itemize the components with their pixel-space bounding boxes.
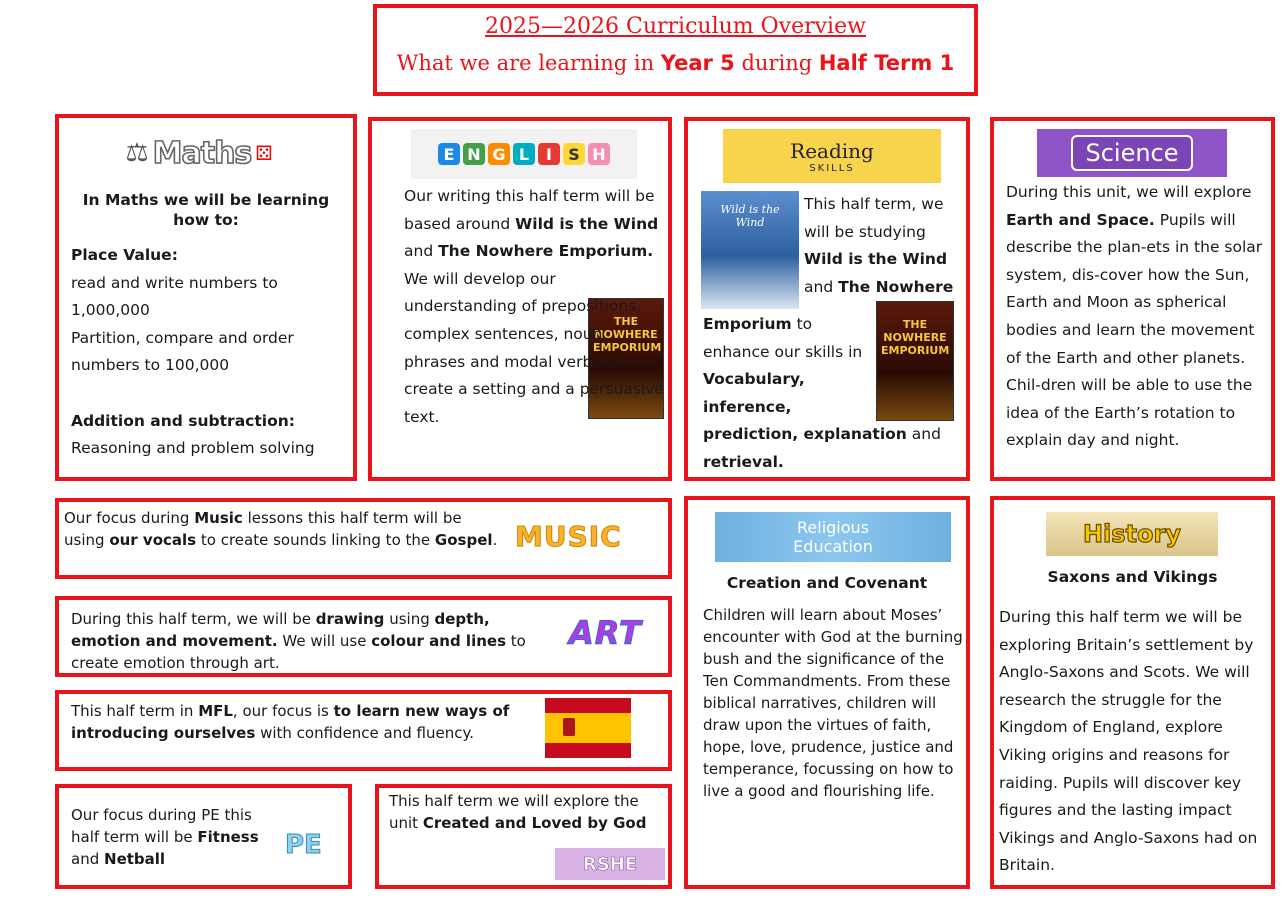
re-heading: Creation and Covenant [726,574,928,592]
reading-banner-text: Reading [790,138,874,163]
pe-p1: Our focus during PE this half term will be [71,806,252,846]
history-banner [1046,512,1218,556]
mfl-text [71,700,541,744]
mfl-p3: with confidence and fluency. [260,724,474,742]
english-letter: E [438,143,460,165]
history-body: During this half term we will be exploring Britain’s settlement by Anglo-Saxons and Scots. We will research the struggle for the Kingdom of England, explore Viking origins and reasons for raiding. Pupils will discover key figures and the lasting impact Vikings and Anglo-Saxons had on Britain. [999,608,1258,875]
music-logo: MUSIC [515,520,622,553]
reading-b1: Wild is the Wind [804,250,948,269]
english-b2: The Nowhere Emporium. [438,242,654,261]
scales-icon: ⚖ [125,138,149,168]
reading-b4: Vocabulary, [703,370,805,389]
science-banner [1037,129,1227,177]
reading-b3: Emporium [703,315,792,333]
english-letter: N [463,143,485,165]
music-text [64,507,504,551]
music-p4: . [492,531,498,549]
pe-logo: PE [285,830,322,860]
reading-emporium-cover [876,301,954,421]
rshe-p1: This half term we will explore the unit [389,792,639,832]
mfl-box [55,690,672,771]
reading-p4: and [911,425,941,443]
reading-b5: inference, [703,397,792,416]
mfl-b1: MFL [198,702,233,720]
rshe-text [389,790,659,834]
art-b3: colour and lines [371,632,506,650]
reading-p1: This half term, we will be studying [804,195,944,241]
history-banner-text: History [1082,520,1182,548]
maths-s1-title: Place Value: [71,246,178,264]
reading-p3: to enhance our skills in [703,315,863,361]
pe-b2: Netball [104,850,166,868]
maths-s2-title: Addition and subtraction: [71,411,295,430]
science-banner-text: Science [1071,135,1192,171]
reading-box [684,117,970,481]
maths-s1-l4: numbers to 100,000 [71,356,230,375]
re-box [684,496,970,889]
subtitle-term: Half Term 1 [818,51,955,75]
science-p1: During this unit, we will explore [1006,183,1252,201]
art-p2: using [389,610,430,628]
art-b1: drawing [315,610,385,628]
history-heading: Saxons and Vikings [1047,568,1218,586]
art-b2: depth, emotion and movement. [71,610,490,650]
art-p4: to create emotion through art. [71,632,526,672]
english-p1: Our writing this half term will be based around [404,187,655,233]
english-box [368,117,672,481]
reading-banner-sub: SKILLS [809,162,855,174]
reading-text-bottom [703,311,871,421]
pe-p2: and [71,850,100,868]
rshe-b1: Created and Loved by God [422,814,647,832]
art-box [55,596,672,677]
maths-content [71,242,351,463]
english-p2: and [404,242,434,261]
english-letter: I [538,143,560,165]
reading-banner [723,129,941,183]
rshe-box [375,784,672,889]
re-banner-l1: Religious [797,518,869,537]
music-p1: Our focus during [64,509,190,527]
maths-s1-l1: read and write numbers to [71,273,278,292]
reading-b6: prediction, explanation [703,425,907,443]
science-box [990,117,1275,481]
music-p2: lessons this half term will be using [64,509,462,549]
music-p3: to create sounds linking to the [200,531,431,549]
reading-text-top [804,191,962,301]
maths-spacer [71,380,351,408]
wild-book-title: Wild is the Wind [720,203,780,229]
pe-box [55,784,352,889]
english-p3: We will develop our understanding of prepositions, complex sentences, noun phrases and modal verbs to create a setting and a persuasive text. [404,269,664,426]
english-letter: G [488,143,510,165]
maths-s2-l1: Reasoning and problem solving [71,439,315,458]
english-letter: S [563,143,585,165]
english-letter: H [588,143,610,165]
reading-b2: The Nowhere [838,277,954,296]
re-banner [715,512,951,562]
subtitle-prefix: What we are learning in [396,51,655,75]
mfl-p1: This half term in [71,702,194,720]
science-p2: Pupils will describe the plan-ets in the solar system, dis-cover how the Sun, Earth and Moon as spherical bodies and learn the movement of the Earth and other planets. Chil-dren will be able to use the idea of the Earth’s rotation to explain day and night. [1006,210,1263,450]
reading-b7: retrieval. [703,452,784,471]
music-b1: Music [194,509,243,527]
history-box [990,496,1275,889]
rshe-logo [555,848,665,880]
english-b1: Wild is the Wind [515,214,659,233]
wild-book-cover [701,191,799,309]
art-text [71,608,556,674]
re-body: Children will learn about Moses’ encounter with God at the burning bush and the significance of the Ten Commandments. From these biblical narratives, children will draw upon the virtues of faith, hope, love, prudence, justice and temperance, focussing on how to live a good and flourishing life. [703,606,963,800]
page-subtitle [377,51,974,75]
science-b1: Earth and Space. [1006,210,1155,229]
mfl-b2: to learn new ways of introducing ourselves [71,702,510,742]
title-box [373,4,978,96]
spain-flag-icon [545,698,631,758]
maths-s1-l2: 1,000,000 [71,301,150,320]
music-b2: our vocals [109,531,197,549]
pe-text [71,804,281,870]
english-text [404,183,666,431]
reading-emporium-title: THE NOWHERE EMPORIUM [881,318,950,357]
music-b3: Gospel [434,531,493,549]
reading-text-last [703,421,963,476]
mfl-p2: , our focus is [232,702,329,720]
maths-s1-l3: Partition, compare and order [71,328,294,347]
spain-crest-icon [563,718,575,736]
re-banner-l2: Education [793,537,873,556]
maths-banner-text: Maths [152,135,252,171]
dice-icon: ⚄ [255,141,273,165]
rshe-logo-text: RSHE [582,853,638,875]
art-p1: During this half term, we will be [71,610,311,628]
reading-p2: and [804,277,834,296]
maths-box [55,114,357,481]
pe-b1: Fitness [197,828,259,846]
art-logo: ART [569,614,642,652]
music-box [55,498,672,579]
english-letter: L [513,143,535,165]
english-book-title: THE NOWHERE EMPORIUM [593,315,662,354]
science-text [1006,179,1272,455]
art-p3: We will use [282,632,367,650]
english-banner [411,129,637,179]
page-title: 2025—2026 Curriculum Overview [485,14,866,39]
maths-heading: In Maths we will be learning how to: [82,191,330,229]
subtitle-year: Year 5 [660,51,735,75]
maths-banner [119,130,279,176]
subtitle-during: during [741,51,813,75]
